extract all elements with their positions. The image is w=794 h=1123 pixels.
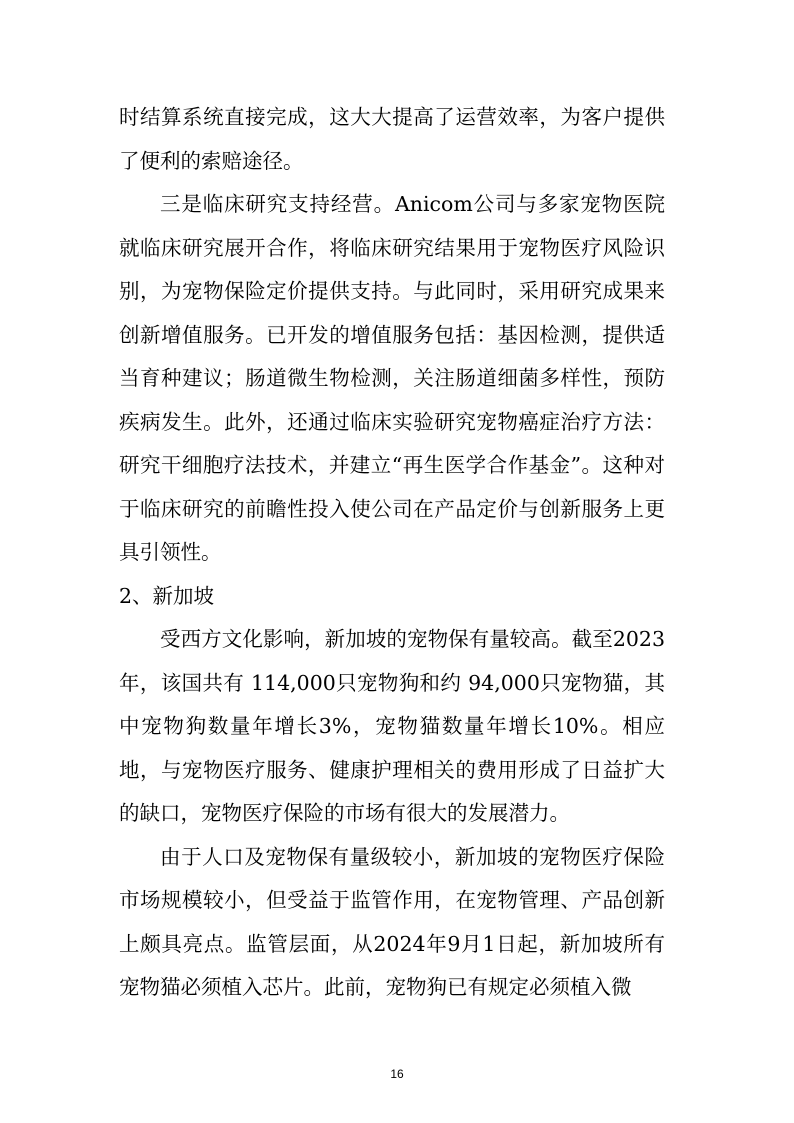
page-number: 16: [390, 1067, 404, 1081]
body-text: [119, 96, 665, 1010]
section-heading-singapore: 2、新加坡: [119, 583, 215, 608]
paragraph-continuation: 时结算系统直接完成，这大大提高了运营效率，为客户提供了便利的索赔途径。: [119, 105, 665, 173]
paragraph-singapore-regulation: 由于人口及宠物保有量级较小，新加坡的宠物医疗保险市场规模较小，但受益于监管作用，在宠物管理、产品创新上颇具亮点。监管层面，从2024年9月1日起，新加坡所有宠物猫必须植入芯片。此前，宠物狗已有规定必须植入微: [119, 844, 665, 999]
paragraph-clinical-research: 三是临床研究支持经营。Anicom公司与多家宠物医院就临床研究展开合作，将临床研究结果用于宠物医疗风险识别，为宠物保险定价提供支持。与此同时，采用研究成果来创新增值服务。已开发的增值服务包括：基因检测，提供适当育种建议；肠道微生物检测，关注肠道细菌多样性，预防疾病发生。此外，还通过临床实验研究宠物癌症治疗方法：研究干细胞疗法技术，并建立“再生医学合作基金”。这种对于临床研究的前瞻性投入使公司在产品定价与创新服务上更具引领性。: [119, 192, 665, 564]
paragraph-singapore-market: 受西方文化影响，新加坡的宠物保有量较高。截至2023年，该国共有 114,000只宠物狗和约 94,000只宠物猫，其中宠物狗数量年增长3%，宠物猫数量年增长10%。相应地，与宠物医疗服务、健康护理相关的费用形成了日益扩大的缺口，宠物医疗保险的市场有很大的发展潜力。: [119, 627, 665, 825]
